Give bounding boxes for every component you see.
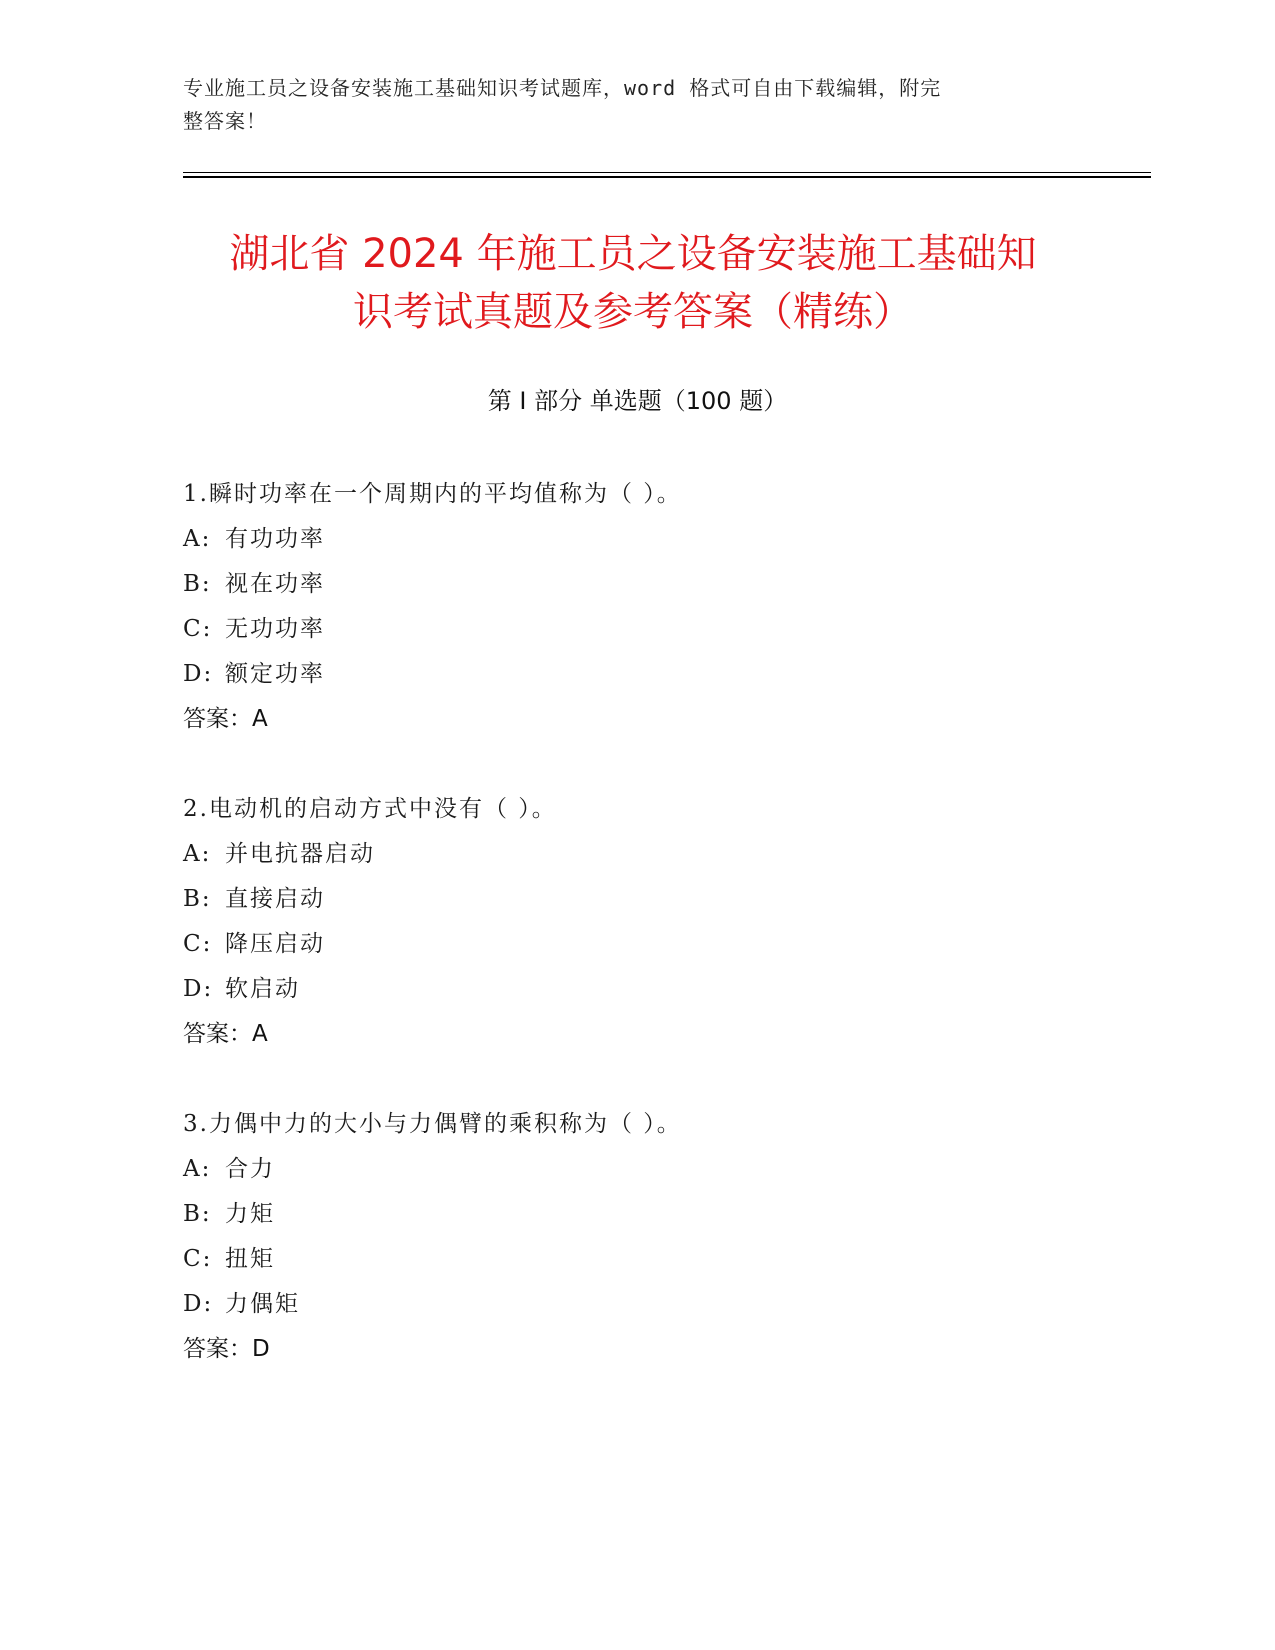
question-item bbox=[183, 787, 1083, 1057]
option-b bbox=[183, 562, 1083, 607]
option-letter: B: bbox=[183, 571, 212, 597]
option-letter: A: bbox=[183, 1156, 212, 1182]
option-letter: C: bbox=[183, 616, 213, 642]
option-text: 扭矩 bbox=[225, 1246, 275, 1272]
document-title-line-1: 湖北省 2024 年施工员之设备安装施工基础知 bbox=[229, 231, 1037, 277]
option-text: 额定功率 bbox=[225, 661, 325, 687]
option-letter: B: bbox=[183, 886, 212, 912]
option-letter: C: bbox=[183, 931, 213, 957]
option-b bbox=[183, 877, 1083, 922]
question-answer: 答案：A bbox=[183, 1021, 268, 1047]
option-letter: D: bbox=[183, 1291, 214, 1317]
header-note-line-2: 整答案！ bbox=[183, 109, 267, 133]
question-list bbox=[183, 472, 1083, 1417]
option-letter: B: bbox=[183, 1201, 212, 1227]
section-heading: 第 I 部分 单选题（100 题） bbox=[487, 387, 788, 415]
option-a bbox=[183, 517, 1083, 562]
option-letter: A: bbox=[183, 526, 212, 552]
option-text: 视在功率 bbox=[225, 571, 325, 597]
question-answer: 答案：D bbox=[183, 1336, 270, 1362]
question-item bbox=[183, 472, 1083, 742]
option-letter: D: bbox=[183, 661, 214, 687]
header-note-line-1: 专业施工员之设备安装施工基础知识考试题库，word 格式可自由下载编辑，附完 bbox=[183, 76, 942, 100]
option-text: 力矩 bbox=[225, 1201, 275, 1227]
question-stem: 1.瞬时功率在一个周期内的平均值称为（ ）。 bbox=[183, 481, 682, 507]
option-text: 降压启动 bbox=[225, 931, 325, 957]
option-text: 合力 bbox=[225, 1156, 275, 1182]
option-b bbox=[183, 1192, 1083, 1237]
document-title-line-2: 识考试真题及参考答案（精练） bbox=[353, 289, 913, 335]
option-text: 无功功率 bbox=[225, 616, 325, 642]
question-item bbox=[183, 1102, 1083, 1372]
option-a bbox=[183, 832, 1083, 877]
question-stem: 2.电动机的启动方式中没有（ ）。 bbox=[183, 796, 557, 822]
option-text: 软启动 bbox=[225, 976, 300, 1002]
header-rule-top bbox=[183, 172, 1151, 173]
option-c bbox=[183, 1237, 1083, 1282]
question-answer: 答案：A bbox=[183, 706, 268, 732]
option-c bbox=[183, 922, 1083, 967]
option-letter: D: bbox=[183, 976, 214, 1002]
header-note bbox=[183, 72, 1063, 138]
option-d bbox=[183, 967, 1083, 1012]
header-rule-bottom bbox=[183, 176, 1151, 178]
document-title bbox=[183, 225, 1083, 341]
option-d bbox=[183, 1282, 1083, 1327]
option-text: 直接启动 bbox=[225, 886, 325, 912]
option-letter: A: bbox=[183, 841, 212, 867]
question-stem: 3.力偶中力的大小与力偶臂的乘积称为（ ）。 bbox=[183, 1111, 682, 1137]
option-a bbox=[183, 1147, 1083, 1192]
option-text: 力偶矩 bbox=[225, 1291, 300, 1317]
option-c bbox=[183, 607, 1083, 652]
option-d bbox=[183, 652, 1083, 697]
option-text: 并电抗器启动 bbox=[225, 841, 375, 867]
option-letter: C: bbox=[183, 1246, 213, 1272]
option-text: 有功功率 bbox=[225, 526, 325, 552]
